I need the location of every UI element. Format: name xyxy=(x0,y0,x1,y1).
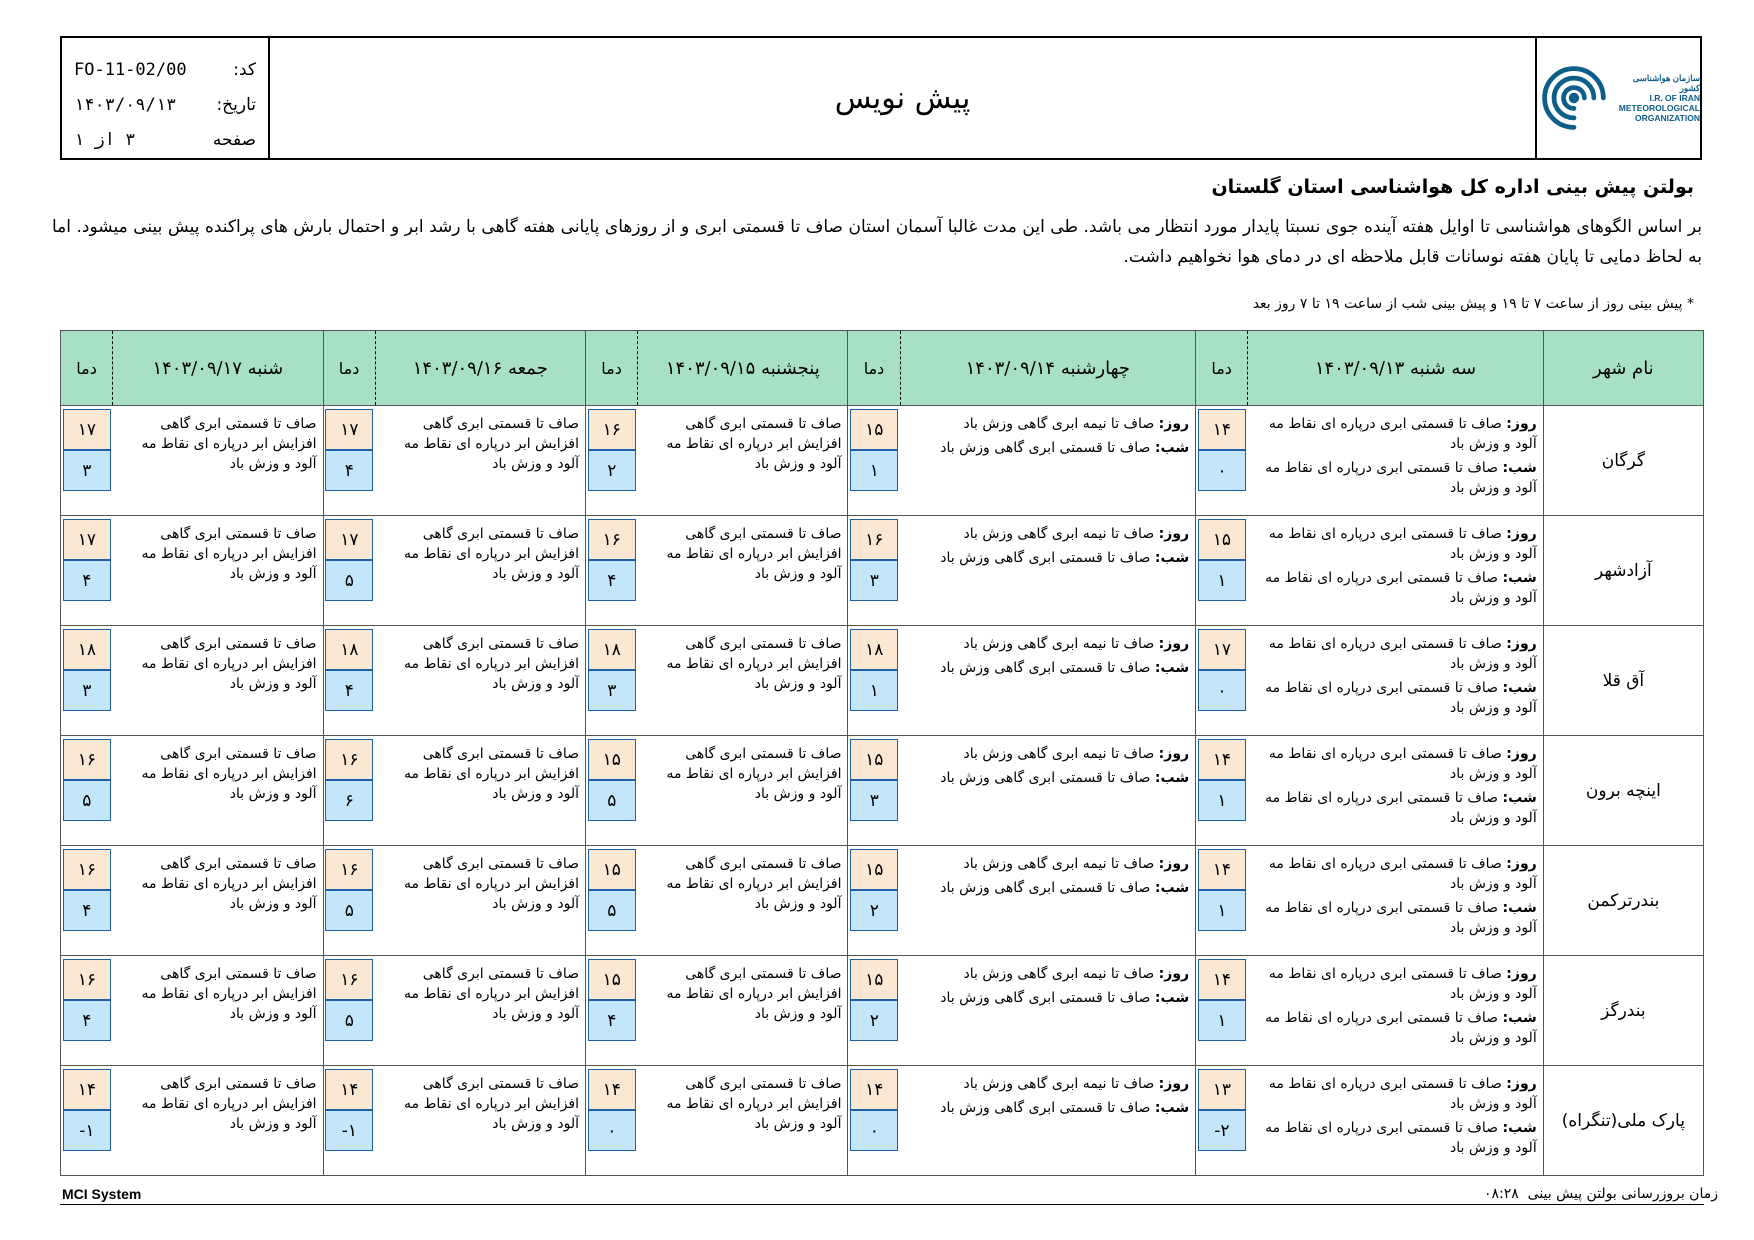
day-text: صاف تا قسمتی ابری درپاره ای نقاط مه آلود و وزش باد xyxy=(1268,636,1537,672)
forecast-text: صاف تا قسمتی ابری گاهی افزایش ابر درپاره ای نقاط مه آلود و وزش باد xyxy=(666,1076,842,1132)
night-forecast xyxy=(904,988,1189,1008)
temp-cell xyxy=(586,626,638,736)
temp-cell xyxy=(61,736,113,846)
temp-cell xyxy=(323,516,375,626)
temp-cell xyxy=(323,736,375,846)
temp-header-4: دما xyxy=(323,331,375,406)
forecast-cell xyxy=(1248,406,1544,516)
min-temp: -۲ xyxy=(1198,1110,1246,1151)
min-temp: ۴ xyxy=(325,670,373,711)
day-forecast xyxy=(1252,524,1537,564)
max-temp: ۱۴ xyxy=(1198,409,1246,450)
night-prefix: شب: xyxy=(1502,1120,1537,1136)
code-value: FO-11-02/00 xyxy=(74,59,187,80)
day-header-4: جمعه ۱۴۰۳/۰۹/۱۶ xyxy=(375,331,585,406)
max-temp: ۱۴ xyxy=(1198,739,1246,780)
night-forecast xyxy=(904,768,1189,788)
update-time: ۰۸:۲۸ xyxy=(1483,1186,1519,1202)
document-meta xyxy=(62,38,270,158)
forecast-cell xyxy=(375,406,585,516)
min-temp: ۳ xyxy=(63,670,111,711)
day-prefix: روز: xyxy=(1506,636,1537,652)
table-row xyxy=(61,956,1704,1066)
night-text: صاف تا قسمتی ابری گاهی وزش باد xyxy=(940,770,1151,786)
forecast-text: صاف تا قسمتی ابری گاهی افزایش ابر درپاره ای نقاط مه آلود و وزش باد xyxy=(141,856,317,912)
max-temp: ۱۶ xyxy=(325,739,373,780)
temp-cell xyxy=(1196,846,1248,956)
day-prefix: روز: xyxy=(1158,636,1190,652)
forecast-text: صاف تا قسمتی ابری گاهی افزایش ابر درپاره ای نقاط مه آلود و وزش باد xyxy=(666,966,842,1022)
forecast-text: صاف تا قسمتی ابری گاهی افزایش ابر درپاره ای نقاط مه آلود و وزش باد xyxy=(404,526,579,582)
forecast-cell xyxy=(1248,626,1544,736)
max-temp: ۱۵ xyxy=(850,739,898,780)
forecast-cell xyxy=(900,626,1196,736)
day-header-1: سه شنبه ۱۴۰۳/۰۹/۱۳ xyxy=(1248,331,1544,406)
min-temp: ۱ xyxy=(850,450,898,491)
logo-org-en-1: I.R. OF IRAN xyxy=(1649,93,1700,103)
temp-cell xyxy=(1196,626,1248,736)
forecast-text: صاف تا قسمتی ابری گاهی افزایش ابر درپاره ای نقاط مه آلود و وزش باد xyxy=(141,416,317,472)
forecast-text: صاف تا قسمتی ابری گاهی افزایش ابر درپاره ای نقاط مه آلود و وزش باد xyxy=(404,746,579,802)
document-header xyxy=(60,36,1702,160)
night-forecast xyxy=(1252,1008,1537,1048)
day-prefix: روز: xyxy=(1506,526,1537,542)
city-name: پارک ملی(تنگراه) xyxy=(1543,1066,1703,1176)
forecast-text: صاف تا قسمتی ابری گاهی افزایش ابر درپاره ای نقاط مه آلود و وزش باد xyxy=(404,1076,579,1132)
night-prefix: شب: xyxy=(1154,440,1190,456)
forecast-cell xyxy=(113,1066,323,1176)
day-text: صاف تا قسمتی ابری درپاره ای نقاط مه آلود و وزش باد xyxy=(1268,856,1537,892)
temp-header-1: دما xyxy=(1196,331,1248,406)
forecast-cell xyxy=(1248,1066,1544,1176)
forecast-cell xyxy=(375,956,585,1066)
forecast-cell xyxy=(638,516,848,626)
max-temp: ۱۶ xyxy=(63,959,111,1000)
forecast-cell xyxy=(638,956,848,1066)
forecast-cell xyxy=(638,1066,848,1176)
day-forecast xyxy=(1252,414,1537,454)
forecast-cell xyxy=(638,846,848,956)
max-temp: ۱۴ xyxy=(63,1069,111,1110)
night-forecast xyxy=(904,548,1189,568)
min-temp: ۴ xyxy=(63,1000,111,1041)
temp-cell xyxy=(848,956,900,1066)
day-forecast xyxy=(904,414,1189,434)
min-temp: ۵ xyxy=(63,780,111,821)
forecast-cell xyxy=(638,736,848,846)
max-temp: ۱۴ xyxy=(850,1069,898,1110)
day-forecast xyxy=(1252,1074,1537,1114)
max-temp: ۱۷ xyxy=(325,409,373,450)
temp-cell xyxy=(1196,516,1248,626)
max-temp: ۱۶ xyxy=(588,409,636,450)
max-temp: ۱۴ xyxy=(588,1069,636,1110)
max-temp: ۱۷ xyxy=(63,519,111,560)
forecast-text: صاف تا قسمتی ابری گاهی افزایش ابر درپاره ای نقاط مه آلود و وزش باد xyxy=(666,526,842,582)
forecast-cell xyxy=(1248,736,1544,846)
meteorological-organization-logo xyxy=(1535,38,1700,158)
min-temp: ۵ xyxy=(325,560,373,601)
min-temp: -۱ xyxy=(325,1110,373,1151)
temp-cell xyxy=(586,1066,638,1176)
day-forecast xyxy=(1252,854,1537,894)
night-text: صاف تا قسمتی ابری درپاره ای نقاط مه آلود و وزش باد xyxy=(1265,1120,1537,1156)
forecast-cell xyxy=(900,1066,1196,1176)
forecast-text: صاف تا قسمتی ابری گاهی افزایش ابر درپاره ای نقاط مه آلود و وزش باد xyxy=(404,636,579,692)
max-temp: ۱۶ xyxy=(850,519,898,560)
max-temp: ۱۳ xyxy=(1198,1069,1246,1110)
night-prefix: شب: xyxy=(1154,1100,1190,1116)
forecast-text: صاف تا قسمتی ابری گاهی افزایش ابر درپاره ای نقاط مه آلود و وزش باد xyxy=(141,966,317,1022)
forecast-summary: بر اساس الگوهای هواشناسی تا اوایل هفته آینده جوی نسبتا پایدار مورد انتظار می باشد. طی این مدت غالبا آسمان استان صاف تا قسمتی ابری و از روزهای پایانی هفته گاهی با رشد ابر و احتمال بارش های پراکنده پیش بینی میشود. اما به لحاظ دمایی تا پایان هفته نوسانات قابل ملاحظه ای در دمای هوا نخواهیم داشت. xyxy=(52,217,1702,267)
footer-system: MCI System xyxy=(62,1186,142,1202)
min-temp: ۵ xyxy=(588,780,636,821)
min-temp: ۱ xyxy=(850,670,898,711)
day-text: صاف تا قسمتی ابری درپاره ای نقاط مه آلود و وزش باد xyxy=(1268,966,1537,1002)
max-temp: ۱۵ xyxy=(1198,519,1246,560)
night-prefix: شب: xyxy=(1502,1010,1537,1026)
forecast-text: صاف تا قسمتی ابری گاهی افزایش ابر درپاره ای نقاط مه آلود و وزش باد xyxy=(404,856,579,912)
night-prefix: شب: xyxy=(1502,680,1537,696)
day-prefix: روز: xyxy=(1158,526,1190,542)
min-temp: ۰ xyxy=(850,1110,898,1151)
table-row xyxy=(61,1066,1704,1176)
city-name: اینچه برون xyxy=(1543,736,1703,846)
bulletin-title: بولتن پیش بینی اداره کل هواشناسی استان گلستان xyxy=(1211,176,1694,198)
night-forecast xyxy=(1252,788,1537,828)
temp-cell xyxy=(61,626,113,736)
max-temp: ۱۶ xyxy=(325,849,373,890)
temp-cell xyxy=(586,736,638,846)
day-prefix: روز: xyxy=(1506,416,1537,432)
night-prefix: شب: xyxy=(1154,990,1190,1006)
day-header-2: چهارشنبه ۱۴۰۳/۰۹/۱۴ xyxy=(900,331,1196,406)
forecast-cell xyxy=(375,516,585,626)
table-row xyxy=(61,516,1704,626)
day-forecast xyxy=(904,744,1189,764)
day-prefix: روز: xyxy=(1158,416,1190,432)
min-temp: ۲ xyxy=(850,890,898,931)
max-temp: ۱۵ xyxy=(588,959,636,1000)
footer-update xyxy=(1484,1186,1718,1202)
day-forecast xyxy=(904,1074,1189,1094)
day-forecast xyxy=(1252,744,1537,784)
night-forecast xyxy=(1252,458,1537,498)
forecast-text: صاف تا قسمتی ابری گاهی افزایش ابر درپاره ای نقاط مه آلود و وزش باد xyxy=(666,856,842,912)
forecast-text: صاف تا قسمتی ابری گاهی افزایش ابر درپاره ای نقاط مه آلود و وزش باد xyxy=(141,526,317,582)
max-temp: ۱۶ xyxy=(588,519,636,560)
night-prefix: شب: xyxy=(1154,880,1190,896)
temp-cell xyxy=(848,406,900,516)
night-prefix: شب: xyxy=(1154,550,1190,566)
city-name: بندرگز xyxy=(1543,956,1703,1066)
temp-cell xyxy=(1196,956,1248,1066)
night-forecast xyxy=(904,878,1189,898)
min-temp: ۱ xyxy=(1198,560,1246,601)
max-temp: ۱۷ xyxy=(63,409,111,450)
min-temp: ۴ xyxy=(325,450,373,491)
forecast-cell xyxy=(900,516,1196,626)
city-name: بندرترکمن xyxy=(1543,846,1703,956)
night-prefix: شب: xyxy=(1502,900,1537,916)
night-prefix: شب: xyxy=(1154,660,1190,676)
night-text: صاف تا قسمتی ابری گاهی وزش باد xyxy=(940,990,1151,1006)
day-forecast xyxy=(904,964,1189,984)
min-temp: ۶ xyxy=(325,780,373,821)
night-forecast xyxy=(1252,568,1537,608)
day-prefix: روز: xyxy=(1506,856,1537,872)
night-text: صاف تا قسمتی ابری درپاره ای نقاط مه آلود و وزش باد xyxy=(1265,570,1537,606)
night-prefix: شب: xyxy=(1154,770,1190,786)
day-text: صاف تا قسمتی ابری درپاره ای نقاط مه آلود و وزش باد xyxy=(1268,1076,1537,1112)
night-forecast xyxy=(1252,678,1537,718)
min-temp: ۱ xyxy=(1198,890,1246,931)
day-prefix: روز: xyxy=(1158,746,1190,762)
min-temp: ۵ xyxy=(325,890,373,931)
day-forecast xyxy=(904,854,1189,874)
city-name: آق قلا xyxy=(1543,626,1703,736)
forecast-cell xyxy=(113,736,323,846)
max-temp: ۱۶ xyxy=(63,739,111,780)
min-temp: ۴ xyxy=(63,890,111,931)
night-text: صاف تا قسمتی ابری درپاره ای نقاط مه آلود و وزش باد xyxy=(1265,1010,1537,1046)
min-temp: ۳ xyxy=(850,780,898,821)
spiral-logo-icon xyxy=(1537,59,1611,137)
forecast-cell xyxy=(900,736,1196,846)
table-row xyxy=(61,406,1704,516)
forecast-cell xyxy=(1248,846,1544,956)
logo-org-en-3: ORGANIZATION xyxy=(1634,113,1700,123)
temp-cell xyxy=(586,516,638,626)
temp-header-2: دما xyxy=(848,331,900,406)
temp-cell xyxy=(323,406,375,516)
min-temp: ۴ xyxy=(588,560,636,601)
forecast-table-body xyxy=(61,406,1704,1176)
min-temp: ۲ xyxy=(850,1000,898,1041)
city-name: آزادشهر xyxy=(1543,516,1703,626)
max-temp: ۱۷ xyxy=(1198,629,1246,670)
night-forecast xyxy=(904,1098,1189,1118)
forecast-cell xyxy=(638,626,848,736)
day-forecast xyxy=(904,524,1189,544)
forecast-text: صاف تا قسمتی ابری گاهی افزایش ابر درپاره ای نقاط مه آلود و وزش باد xyxy=(666,746,842,802)
forecast-time-note: * پیش بینی روز از ساعت ۷ تا ۱۹ و پیش بینی شب از ساعت ۱۹ تا ۷ روز بعد xyxy=(1252,296,1694,312)
day-prefix: روز: xyxy=(1506,1076,1537,1092)
temp-cell xyxy=(1196,736,1248,846)
temp-cell xyxy=(1196,406,1248,516)
min-temp: -۱ xyxy=(63,1110,111,1151)
day-prefix: روز: xyxy=(1158,856,1190,872)
forecast-cell xyxy=(113,846,323,956)
forecast-cell xyxy=(113,626,323,736)
night-prefix: شب: xyxy=(1502,790,1537,806)
day-text: صاف تا قسمتی ابری درپاره ای نقاط مه آلود و وزش باد xyxy=(1268,526,1537,562)
max-temp: ۱۶ xyxy=(63,849,111,890)
temp-cell xyxy=(848,626,900,736)
forecast-text: صاف تا قسمتی ابری گاهی افزایش ابر درپاره ای نقاط مه آلود و وزش باد xyxy=(404,966,579,1022)
temp-cell xyxy=(61,516,113,626)
day-text: صاف تا نیمه ابری گاهی وزش باد xyxy=(963,856,1155,872)
day-text: صاف تا قسمتی ابری درپاره ای نقاط مه آلود و وزش باد xyxy=(1268,746,1537,782)
night-prefix: شب: xyxy=(1502,460,1537,476)
night-text: صاف تا قسمتی ابری درپاره ای نقاط مه آلود و وزش باد xyxy=(1265,460,1537,496)
forecast-text: صاف تا قسمتی ابری گاهی افزایش ابر درپاره ای نقاط مه آلود و وزش باد xyxy=(141,1076,317,1132)
forecast-cell xyxy=(900,406,1196,516)
temp-cell xyxy=(848,736,900,846)
temp-cell xyxy=(323,956,375,1066)
max-temp: ۱۸ xyxy=(325,629,373,670)
page-value: ۳ از ۱ xyxy=(74,129,136,150)
max-temp: ۱۴ xyxy=(325,1069,373,1110)
temp-cell xyxy=(848,846,900,956)
day-forecast xyxy=(1252,964,1537,1004)
page-label: صفحه xyxy=(212,129,256,150)
temp-cell xyxy=(586,956,638,1066)
temp-cell xyxy=(848,516,900,626)
day-text: صاف تا نیمه ابری گاهی وزش باد xyxy=(963,526,1155,542)
min-temp: ۱ xyxy=(1198,780,1246,821)
day-text: صاف تا نیمه ابری گاهی وزش باد xyxy=(963,966,1155,982)
forecast-cell xyxy=(900,956,1196,1066)
night-forecast xyxy=(904,438,1189,458)
forecast-cell xyxy=(375,736,585,846)
forecast-cell xyxy=(113,956,323,1066)
forecast-cell xyxy=(1248,516,1544,626)
forecast-cell xyxy=(113,516,323,626)
day-text: صاف تا نیمه ابری گاهی وزش باد xyxy=(963,636,1155,652)
temp-cell xyxy=(61,846,113,956)
night-text: صاف تا قسمتی ابری گاهی وزش باد xyxy=(940,1100,1151,1116)
logo-text xyxy=(1615,73,1700,123)
night-text: صاف تا قسمتی ابری گاهی وزش باد xyxy=(940,440,1151,456)
forecast-cell xyxy=(375,1066,585,1176)
page-title: پیش نویس xyxy=(834,80,971,116)
max-temp: ۱۵ xyxy=(588,849,636,890)
night-forecast xyxy=(1252,898,1537,938)
day-forecast xyxy=(1252,634,1537,674)
logo-org-en-2: METEOROLOGICAL xyxy=(1618,103,1700,113)
night-text: صاف تا قسمتی ابری درپاره ای نقاط مه آلود و وزش باد xyxy=(1265,790,1537,826)
city-name: گرگان xyxy=(1543,406,1703,516)
temp-cell xyxy=(586,406,638,516)
date-value: ۱۴۰۳/۰۹/۱۳ xyxy=(74,94,177,115)
max-temp: ۱۸ xyxy=(588,629,636,670)
night-forecast xyxy=(1252,1118,1537,1158)
night-text: صاف تا قسمتی ابری گاهی وزش باد xyxy=(940,880,1151,896)
day-text: صاف تا نیمه ابری گاهی وزش باد xyxy=(963,746,1155,762)
min-temp: ۴ xyxy=(63,560,111,601)
forecast-cell xyxy=(113,406,323,516)
table-row xyxy=(61,626,1704,736)
day-forecast xyxy=(904,634,1189,654)
max-temp: ۱۸ xyxy=(850,629,898,670)
footer-divider xyxy=(60,1204,1704,1205)
min-temp: ۰ xyxy=(588,1110,636,1151)
forecast-cell xyxy=(1248,956,1544,1066)
forecast-text: صاف تا قسمتی ابری گاهی افزایش ابر درپاره ای نقاط مه آلود و وزش باد xyxy=(666,416,842,472)
table-row xyxy=(61,736,1704,846)
forecast-cell xyxy=(375,626,585,736)
min-temp: ۳ xyxy=(588,670,636,711)
day-prefix: روز: xyxy=(1158,966,1190,982)
min-temp: ۱ xyxy=(1198,1000,1246,1041)
day-prefix: روز: xyxy=(1158,1076,1190,1092)
night-text: صاف تا قسمتی ابری گاهی وزش باد xyxy=(940,550,1151,566)
day-header-3: پنجشنبه ۱۴۰۳/۰۹/۱۵ xyxy=(638,331,848,406)
max-temp: ۱۴ xyxy=(1198,849,1246,890)
logo-org-fa: سازمان هواشناسی کشور xyxy=(1632,73,1700,93)
max-temp: ۱۵ xyxy=(850,849,898,890)
min-temp: ۴ xyxy=(588,1000,636,1041)
forecast-cell xyxy=(375,846,585,956)
forecast-text: صاف تا قسمتی ابری گاهی افزایش ابر درپاره ای نقاط مه آلود و وزش باد xyxy=(141,636,317,692)
day-text: صاف تا نیمه ابری گاهی وزش باد xyxy=(963,1076,1155,1092)
max-temp: ۱۵ xyxy=(850,959,898,1000)
temp-header-5: دما xyxy=(61,331,113,406)
date-label: تاریخ: xyxy=(216,94,256,115)
code-label: کد: xyxy=(233,59,256,80)
max-temp: ۱۸ xyxy=(63,629,111,670)
table-row xyxy=(61,846,1704,956)
max-temp: ۱۷ xyxy=(325,519,373,560)
forecast-text: صاف تا قسمتی ابری گاهی افزایش ابر درپاره ای نقاط مه آلود و وزش باد xyxy=(141,746,317,802)
forecast-cell xyxy=(638,406,848,516)
night-prefix: شب: xyxy=(1502,570,1537,586)
table-header-row xyxy=(61,331,1704,406)
day-header-5: شنبه ۱۴۰۳/۰۹/۱۷ xyxy=(113,331,323,406)
update-label: زمان بروزرسانی بولتن پیش بینی xyxy=(1527,1186,1718,1202)
temp-cell xyxy=(61,406,113,516)
temp-cell xyxy=(1196,1066,1248,1176)
temp-cell xyxy=(323,846,375,956)
day-text: صاف تا قسمتی ابری درپاره ای نقاط مه آلود و وزش باد xyxy=(1268,416,1537,452)
min-temp: ۵ xyxy=(325,1000,373,1041)
temp-cell xyxy=(323,626,375,736)
day-prefix: روز: xyxy=(1506,966,1537,982)
max-temp: ۱۵ xyxy=(850,409,898,450)
city-column-header: نام شهر xyxy=(1543,331,1703,406)
forecast-text: صاف تا قسمتی ابری گاهی افزایش ابر درپاره ای نقاط مه آلود و وزش باد xyxy=(666,636,842,692)
max-temp: ۱۵ xyxy=(588,739,636,780)
temp-cell xyxy=(323,1066,375,1176)
day-text: صاف تا نیمه ابری گاهی وزش باد xyxy=(963,416,1155,432)
min-temp: ۳ xyxy=(63,450,111,491)
night-text: صاف تا قسمتی ابری درپاره ای نقاط مه آلود و وزش باد xyxy=(1265,900,1537,936)
day-prefix: روز: xyxy=(1506,746,1537,762)
temp-cell xyxy=(61,956,113,1066)
forecast-table xyxy=(60,330,1704,1176)
temp-cell xyxy=(61,1066,113,1176)
temp-header-3: دما xyxy=(586,331,638,406)
temp-cell xyxy=(586,846,638,956)
temp-cell xyxy=(848,1066,900,1176)
night-text: صاف تا قسمتی ابری گاهی وزش باد xyxy=(940,660,1151,676)
forecast-cell xyxy=(900,846,1196,956)
max-temp: ۱۶ xyxy=(325,959,373,1000)
min-temp: ۳ xyxy=(850,560,898,601)
forecast-text: صاف تا قسمتی ابری گاهی افزایش ابر درپاره ای نقاط مه آلود و وزش باد xyxy=(404,416,579,472)
max-temp: ۱۴ xyxy=(1198,959,1246,1000)
night-text: صاف تا قسمتی ابری درپاره ای نقاط مه آلود و وزش باد xyxy=(1265,680,1537,716)
night-forecast xyxy=(904,658,1189,678)
min-temp: ۲ xyxy=(588,450,636,491)
min-temp: ۵ xyxy=(588,890,636,931)
min-temp: ۰ xyxy=(1198,450,1246,491)
min-temp: ۰ xyxy=(1198,670,1246,711)
